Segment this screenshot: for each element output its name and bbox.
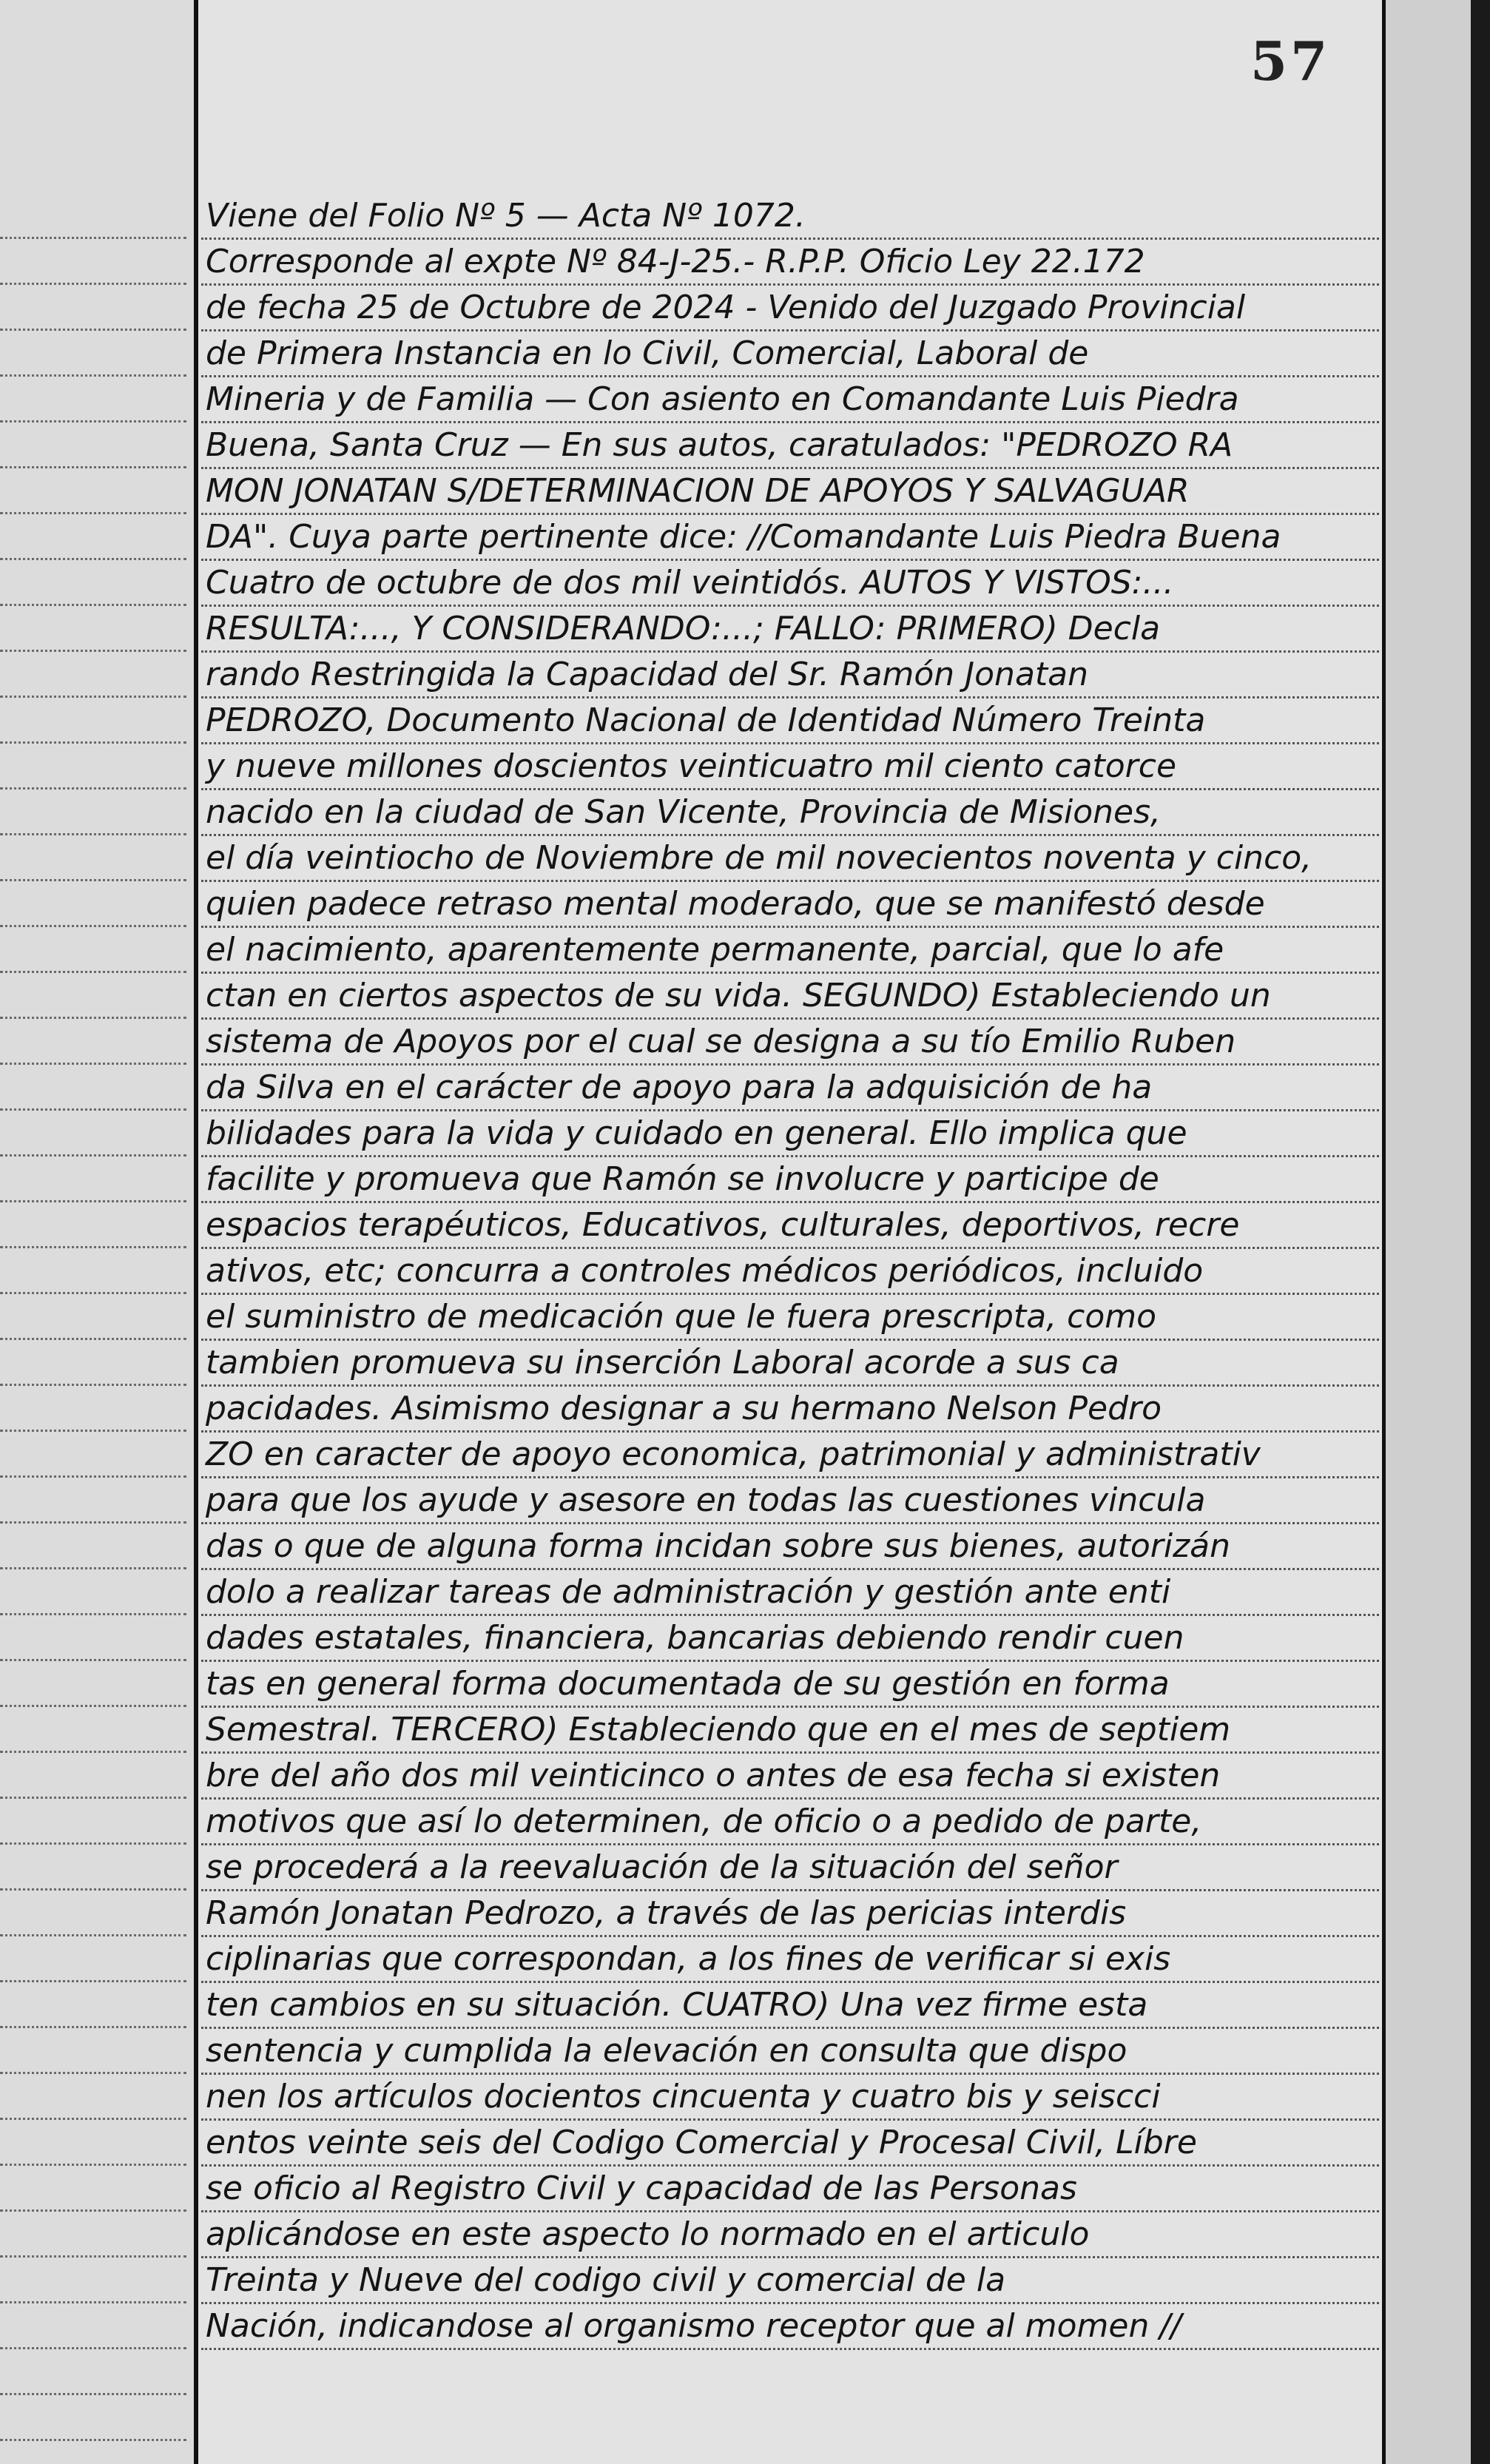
text-line	[201, 1524, 1379, 1570]
line-text: el suministro de medicación que le fuera prescripta, como	[206, 1298, 1157, 1336]
line-text: Corresponde al expte Nº 84-J-25.- R.P.P. Oficio Ley 22.172	[206, 243, 1145, 280]
text-line	[201, 561, 1379, 607]
text-line	[201, 2304, 1379, 2350]
left-strip-rule	[0, 283, 186, 285]
line-text: se procederá a la reevaluación de la situación del señor	[206, 1848, 1118, 1886]
left-strip-rule	[0, 1384, 186, 1386]
text-line	[201, 744, 1379, 790]
left-strip-rule	[0, 420, 186, 423]
text-line	[201, 377, 1379, 423]
line-text: rando Restringida la Capacidad del Sr. Ramón Jonatan	[206, 656, 1089, 693]
line-text: y nueve millones doscientos veinticuatro mil ciento catorce	[206, 747, 1177, 785]
left-strip-rule	[0, 1338, 186, 1340]
text-line	[201, 1295, 1379, 1341]
text-line	[201, 1387, 1379, 1433]
text-line	[201, 331, 1379, 377]
text-line	[201, 1203, 1379, 1249]
text-line	[201, 194, 1379, 240]
line-text: se oficio al Registro Civil y capacidad de las Personas	[206, 2170, 1077, 2207]
text-line	[201, 2258, 1379, 2304]
text-line	[201, 1157, 1379, 1203]
text-line	[201, 1708, 1379, 1754]
line-text: bre del año dos mil veinticinco o antes de esa fecha si existen	[206, 1757, 1221, 1794]
left-strip-rule	[0, 1751, 186, 1753]
text-line	[201, 240, 1379, 286]
left-strip-rule	[0, 466, 186, 468]
left-strip-rule	[0, 1154, 186, 1157]
left-strip-rule	[0, 1063, 186, 1065]
line-text: tambien promueva su inserción Laboral acorde a sus ca	[206, 1344, 1119, 1381]
left-strip-rule	[0, 2439, 186, 2441]
text-line	[201, 2029, 1379, 2075]
line-text: dolo a realizar tareas de administración y gestión ante enti	[206, 1573, 1171, 1611]
line-text: MON JONATAN S/DETERMINACION DE APOYOS Y SALVAGUAR	[206, 472, 1190, 510]
left-strip-rule	[0, 512, 186, 514]
line-text: Buena, Santa Cruz — En sus autos, caratulados: "PEDROZO RA	[206, 426, 1233, 464]
text-line	[201, 1800, 1379, 1845]
right-shadow-edge	[1471, 0, 1490, 2464]
left-strip-rule	[0, 833, 186, 835]
text-line	[201, 1983, 1379, 2029]
line-text: ten cambios en su situación. CUATRO) Una vez firme esta	[206, 1986, 1148, 2024]
line-text: PEDROZO, Documento Nacional de Identidad Número Treinta	[206, 701, 1206, 739]
line-text: aplicándose en este aspecto lo normado en el articulo	[206, 2215, 1090, 2253]
text-line	[201, 469, 1379, 515]
left-strip-rule	[0, 2255, 186, 2258]
line-text: dades estatales, financiera, bancarias debiendo rendir cuen	[206, 1619, 1184, 1657]
line-text: Ramón Jonatan Pedrozo, a través de las pericias interdis	[206, 1894, 1127, 1932]
left-margin-line	[194, 0, 198, 2464]
text-line	[201, 1478, 1379, 1524]
text-line	[201, 1662, 1379, 1708]
text-line	[201, 2075, 1379, 2121]
left-strip-rule	[0, 558, 186, 560]
text-line	[201, 699, 1379, 744]
text-line	[201, 2121, 1379, 2167]
line-text: Mineria y de Familia — Con asiento en Comandante Luis Piedra	[206, 380, 1239, 418]
line-text: nacido en la ciudad de San Vicente, Provincia de Misiones,	[206, 793, 1162, 831]
text-line	[201, 836, 1379, 882]
left-strip-rule	[0, 1017, 186, 1019]
left-strip-rule	[0, 1246, 186, 1248]
left-strip-rule	[0, 2164, 186, 2166]
folio-number: 57	[1250, 30, 1331, 92]
line-text: ZO en caracter de apoyo economica, patrimonial y administrativ	[206, 1435, 1261, 1473]
left-strip-rule	[0, 2026, 186, 2028]
left-strip-rule	[0, 696, 186, 698]
left-strip-rule	[0, 604, 186, 606]
left-strip-rule	[0, 1200, 186, 1202]
left-binding-strip	[0, 0, 194, 2464]
text-line	[201, 515, 1379, 561]
text-line	[201, 1937, 1379, 1983]
left-strip-rule	[0, 879, 186, 881]
line-text: de Primera Instancia en lo Civil, Comercial, Laboral de	[206, 334, 1089, 372]
left-strip-rule	[0, 650, 186, 652]
left-strip-rule	[0, 1888, 186, 1891]
text-line	[201, 1433, 1379, 1478]
line-text: de fecha 25 de Octubre de 2024 - Venido del Juzgado Provincial	[206, 289, 1246, 326]
line-text: espacios terapéuticos, Educativos, culturales, deportivos, recre	[206, 1206, 1240, 1244]
line-text: Nación, indicandose al organismo receptor que al momen //	[206, 2307, 1181, 2345]
left-strip-rule	[0, 1797, 186, 1799]
line-text: el nacimiento, aparentemente permanente, parcial, que lo afe	[206, 931, 1224, 969]
line-text: das o que de alguna forma incidan sobre sus bienes, autorizán	[206, 1527, 1231, 1565]
left-strip-rule	[0, 1980, 186, 1982]
text-line	[201, 1616, 1379, 1662]
line-text: pacidades. Asimismo designar a su hermano Nelson Pedro	[206, 1390, 1162, 1427]
line-text: motivos que así lo determinen, de oficio o a pedido de parte,	[206, 1802, 1202, 1840]
left-strip-rule	[0, 925, 186, 927]
text-line	[201, 1111, 1379, 1157]
text-line	[201, 1891, 1379, 1937]
text-line	[201, 790, 1379, 836]
text-line	[201, 2212, 1379, 2258]
line-text: da Silva en el carácter de apoyo para la adquisición de ha	[206, 1068, 1153, 1106]
left-strip-rule	[0, 2209, 186, 2212]
left-strip-rule	[0, 1842, 186, 1845]
line-text: sistema de Apoyos por el cual se designa a su tío Emilio Ruben	[206, 1023, 1236, 1060]
text-line	[201, 1341, 1379, 1387]
left-strip-rule	[0, 971, 186, 973]
text-line	[201, 1845, 1379, 1891]
left-strip-rule	[0, 787, 186, 790]
text-line	[201, 286, 1379, 331]
text-line	[201, 653, 1379, 699]
text-line	[201, 1754, 1379, 1800]
text-line	[201, 928, 1379, 974]
left-strip-rule	[0, 1705, 186, 1707]
line-text: ctan en ciertos aspectos de su vida. SEGUNDO) Estableciendo un	[206, 977, 1271, 1014]
left-strip-rule	[0, 741, 186, 744]
line-text: entos veinte seis del Codigo Comercial y Procesal Civil, Líbre	[206, 2124, 1197, 2161]
left-strip-rule	[0, 2118, 186, 2120]
text-line	[201, 1249, 1379, 1295]
handwritten-text-body	[201, 194, 1379, 2350]
line-text: Viene del Folio Nº 5 — Acta Nº 1072.	[206, 197, 806, 235]
text-line	[201, 2167, 1379, 2212]
line-text: Cuatro de octubre de dos mil veintidós. AUTOS Y VISTOS:...	[206, 564, 1174, 602]
line-text: para que los ayude y asesore en todas las cuestiones vincula	[206, 1481, 1206, 1519]
left-strip-rule	[0, 2347, 186, 2349]
left-strip-rule	[0, 1659, 186, 1661]
line-text: nen los artículos docientos cincuenta y cuatro bis y seiscci	[206, 2078, 1161, 2115]
line-text: ciplinarias que correspondan, a los fines de verificar si exis	[206, 1940, 1171, 1978]
left-strip-rule	[0, 2301, 186, 2303]
line-text: tas en general forma documentada de su gestión en forma	[206, 1665, 1170, 1703]
left-strip-rule	[0, 1567, 186, 1569]
text-line	[201, 607, 1379, 653]
text-line	[201, 1066, 1379, 1111]
line-text: sentencia y cumplida la elevación en consulta que dispo	[206, 2032, 1127, 2070]
line-text: ativos, etc; concurra a controles médicos periódicos, incluido	[206, 1252, 1204, 1290]
left-strip-rule	[0, 2072, 186, 2074]
left-strip-rule	[0, 1108, 186, 1111]
text-line	[201, 1570, 1379, 1616]
left-strip-rule	[0, 1934, 186, 1936]
line-text: facilite y promueva que Ramón se involucre y participe de	[206, 1160, 1159, 1198]
line-text: el día veintiocho de Noviembre de mil novecientos noventa y cinco,	[206, 839, 1312, 877]
line-text: Treinta y Nueve del codigo civil y comercial de la	[206, 2261, 1006, 2299]
left-strip-rule	[0, 374, 186, 377]
line-text: bilidades para la vida y cuidado en general. Ello implica que	[206, 1114, 1187, 1152]
line-text: Semestral. TERCERO) Estableciendo que en el mes de septiem	[206, 1711, 1231, 1748]
left-strip-rule	[0, 1430, 186, 1432]
line-text: DA". Cuya parte pertinente dice: //Comandante Luis Piedra Buena	[206, 518, 1281, 556]
text-line	[201, 974, 1379, 1020]
left-strip-rule	[0, 1521, 186, 1524]
left-strip-rule	[0, 329, 186, 331]
left-strip-rule	[0, 1475, 186, 1478]
text-line	[201, 882, 1379, 928]
left-strip-rule	[0, 2393, 186, 2395]
left-strip-rule	[0, 1292, 186, 1294]
text-line	[201, 423, 1379, 469]
left-strip-rule	[0, 237, 186, 239]
left-strip-rule	[0, 1613, 186, 1615]
text-line	[201, 1020, 1379, 1066]
line-text: RESULTA:..., Y CONSIDERANDO:...; FALLO: PRIMERO) Decla	[206, 610, 1161, 647]
line-text: quien padece retraso mental moderado, que se manifestó desde	[206, 885, 1265, 923]
